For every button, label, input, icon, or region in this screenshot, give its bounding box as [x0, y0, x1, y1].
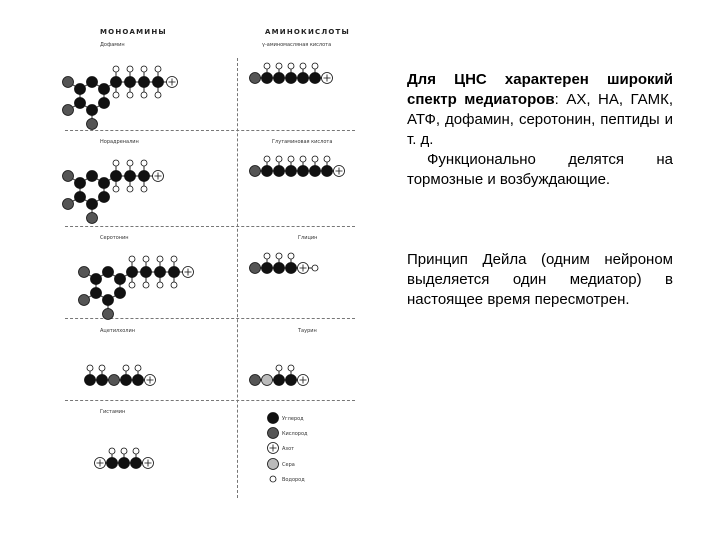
carbon-atom — [155, 267, 166, 278]
carbon-atom — [262, 73, 273, 84]
oxygen-atom — [87, 119, 98, 130]
hydrogen-atom — [113, 160, 119, 166]
hydrogen-atom — [276, 63, 282, 69]
nitrogen-atom — [167, 77, 178, 88]
nitrogen-atom — [183, 267, 194, 278]
carbon-atom — [298, 166, 309, 177]
carbon-atom — [286, 166, 297, 177]
oxygen-atom — [250, 375, 261, 386]
carbon-atom — [87, 199, 98, 210]
carbon-atom — [169, 267, 180, 278]
oxygen-atom — [63, 199, 74, 210]
oxygen-atom — [250, 73, 261, 84]
hydrogen-atom — [276, 253, 282, 259]
hydrogen-atom — [300, 63, 306, 69]
carbon-atom — [111, 77, 122, 88]
neurotransmitter-structures-figure — [60, 28, 365, 498]
carbon-atom — [262, 166, 273, 177]
carbon-atom — [119, 458, 130, 469]
nitrogen-atom — [268, 443, 279, 454]
carbon-atom — [274, 263, 285, 274]
label-dopamine: Дофамин — [100, 42, 125, 48]
carbon-atom — [75, 98, 86, 109]
mediators-list: АХ, НА, ГАМК, АТФ, дофамин, серотонин, пептиды и т. д. — [407, 91, 674, 148]
nitrogen-atom — [153, 171, 164, 182]
oxygen-atom — [87, 213, 98, 224]
oxygen-atom — [250, 166, 261, 177]
carbon-atom — [274, 166, 285, 177]
carbon-atom — [115, 274, 126, 285]
mediators-heading: Для ЦНС характерен широкий спектр медиаторов — [407, 71, 673, 108]
oxygen-atom — [79, 267, 90, 278]
carbon-atom — [310, 166, 321, 177]
carbon-atom — [115, 288, 126, 299]
hydrogen-atom — [155, 66, 161, 72]
carbon-atom — [87, 105, 98, 116]
hydrogen-atom — [113, 92, 119, 98]
label-taurine: Таурин — [298, 328, 317, 334]
hydrogen-atom — [127, 186, 133, 192]
hydrogen-atom — [300, 156, 306, 162]
nitrogen-atom — [143, 458, 154, 469]
hydrogen-atom — [127, 160, 133, 166]
hydrogen-atom — [155, 92, 161, 98]
oxygen-atom — [250, 263, 261, 274]
carbon-atom — [286, 375, 297, 386]
monoamines-header: МОНОАМИНЫ — [100, 28, 167, 36]
carbon-atom — [97, 375, 108, 386]
carbon-atom — [99, 192, 110, 203]
carbon-atom — [111, 171, 122, 182]
oxygen-atom — [63, 105, 74, 116]
carbon-atom — [127, 267, 138, 278]
carbon-atom — [99, 178, 110, 189]
nitrogen-atom — [298, 375, 309, 386]
nitrogen-atom — [95, 458, 106, 469]
carbon-atom — [121, 375, 132, 386]
carbon-atom — [274, 375, 285, 386]
hydrogen-atom — [157, 256, 163, 262]
nitrogen-atom — [145, 375, 156, 386]
carbon-atom — [298, 73, 309, 84]
hydrogen-atom — [324, 156, 330, 162]
sulfur-atom — [262, 375, 273, 386]
amino-acids-header: АМИНОКИСЛОТЫ — [265, 28, 350, 36]
hydrogen-atom — [276, 365, 282, 371]
label-gaba: γ-аминомасляная кислота — [262, 42, 332, 48]
hydrogen-atom — [264, 156, 270, 162]
hydrogen-atom — [127, 92, 133, 98]
molecule-drawings — [60, 28, 365, 498]
legend-nitrogen-label: Азот — [282, 446, 295, 452]
slide-text — [407, 70, 673, 310]
carbon-atom — [75, 84, 86, 95]
carbon-atom — [87, 77, 98, 88]
label-histamine: Гистамин — [100, 409, 126, 415]
paragraph-function: Функционально делятся на тормозные и возбуждающие. — [407, 151, 673, 188]
carbon-atom — [286, 263, 297, 274]
hydrogen-atom — [135, 365, 141, 371]
oxygen-atom — [268, 428, 279, 439]
hydrogen-atom — [312, 156, 318, 162]
oxygen-atom — [63, 77, 74, 88]
hydrogen-atom — [129, 282, 135, 288]
hydrogen-atom — [157, 282, 163, 288]
carbon-atom — [310, 73, 321, 84]
mediators-colon: : — [554, 91, 559, 108]
hydrogen-atom — [270, 476, 276, 482]
carbon-atom — [103, 295, 114, 306]
hydrogen-atom — [264, 63, 270, 69]
carbon-atom — [131, 458, 142, 469]
hydrogen-atom — [288, 156, 294, 162]
carbon-atom — [133, 375, 144, 386]
hydrogen-atom — [141, 66, 147, 72]
hydrogen-atom — [143, 282, 149, 288]
oxygen-atom — [109, 375, 120, 386]
hydrogen-atom — [141, 160, 147, 166]
hydrogen-atom — [288, 63, 294, 69]
hydrogen-atom — [123, 365, 129, 371]
hydrogen-atom — [127, 66, 133, 72]
nitrogen-atom — [322, 73, 333, 84]
paragraph-mediators — [407, 70, 673, 150]
carbon-atom — [141, 267, 152, 278]
legend-sulfur-label: Сера — [282, 462, 295, 468]
carbon-atom — [139, 77, 150, 88]
carbon-atom — [262, 263, 273, 274]
label-glycine: Глицин — [298, 235, 318, 241]
paragraph-dale-principle: Принцип Дейла (одним нейроном выделяется один медиатор) в настоящее время пересмотрен. — [407, 251, 673, 308]
carbon-atom — [286, 73, 297, 84]
carbon-atom — [274, 73, 285, 84]
carbon-atom — [99, 84, 110, 95]
oxygen-atom — [63, 171, 74, 182]
hydrogen-atom — [143, 256, 149, 262]
hydrogen-atom — [312, 63, 318, 69]
hydrogen-atom — [129, 256, 135, 262]
carbon-atom — [139, 171, 150, 182]
nitrogen-atom — [298, 263, 309, 274]
hydrogen-atom — [264, 253, 270, 259]
hydrogen-atom — [133, 448, 139, 454]
oxygen-atom — [103, 309, 114, 320]
carbon-atom — [99, 98, 110, 109]
legend-oxygen-label: Кислород — [282, 431, 308, 437]
oxygen-atom — [79, 295, 90, 306]
nitrogen-atom — [334, 166, 345, 177]
carbon-atom — [91, 288, 102, 299]
hydrogen-atom — [141, 92, 147, 98]
hydrogen-atom — [276, 156, 282, 162]
hydrogen-atom — [288, 365, 294, 371]
hydrogen-atom — [109, 448, 115, 454]
label-acetylcholine: Ацетилхолин — [100, 328, 135, 334]
carbon-atom — [125, 171, 136, 182]
carbon-atom — [153, 77, 164, 88]
legend-hydrogen-label: Водород — [282, 477, 305, 483]
hydrogen-atom — [99, 365, 105, 371]
carbon-atom — [107, 458, 118, 469]
hydrogen-atom — [141, 186, 147, 192]
hydrogen-atom — [113, 66, 119, 72]
carbon-atom — [103, 267, 114, 278]
hydrogen-atom — [113, 186, 119, 192]
carbon-atom — [268, 413, 279, 424]
hydrogen-atom — [312, 265, 318, 271]
label-glutamate: Глутаминовая кислота — [272, 139, 333, 145]
hydrogen-atom — [87, 365, 93, 371]
legend-carbon-label: Углерод — [282, 416, 304, 422]
hydrogen-atom — [288, 253, 294, 259]
carbon-atom — [75, 178, 86, 189]
hydrogen-atom — [171, 282, 177, 288]
carbon-atom — [322, 166, 333, 177]
carbon-atom — [91, 274, 102, 285]
label-noradrenaline: Норадреналин — [100, 139, 139, 145]
hydrogen-atom — [121, 448, 127, 454]
label-serotonin: Серотонин — [100, 235, 129, 241]
hydrogen-atom — [171, 256, 177, 262]
carbon-atom — [75, 192, 86, 203]
carbon-atom — [87, 171, 98, 182]
carbon-atom — [85, 375, 96, 386]
sulfur-atom — [268, 459, 279, 470]
carbon-atom — [125, 77, 136, 88]
